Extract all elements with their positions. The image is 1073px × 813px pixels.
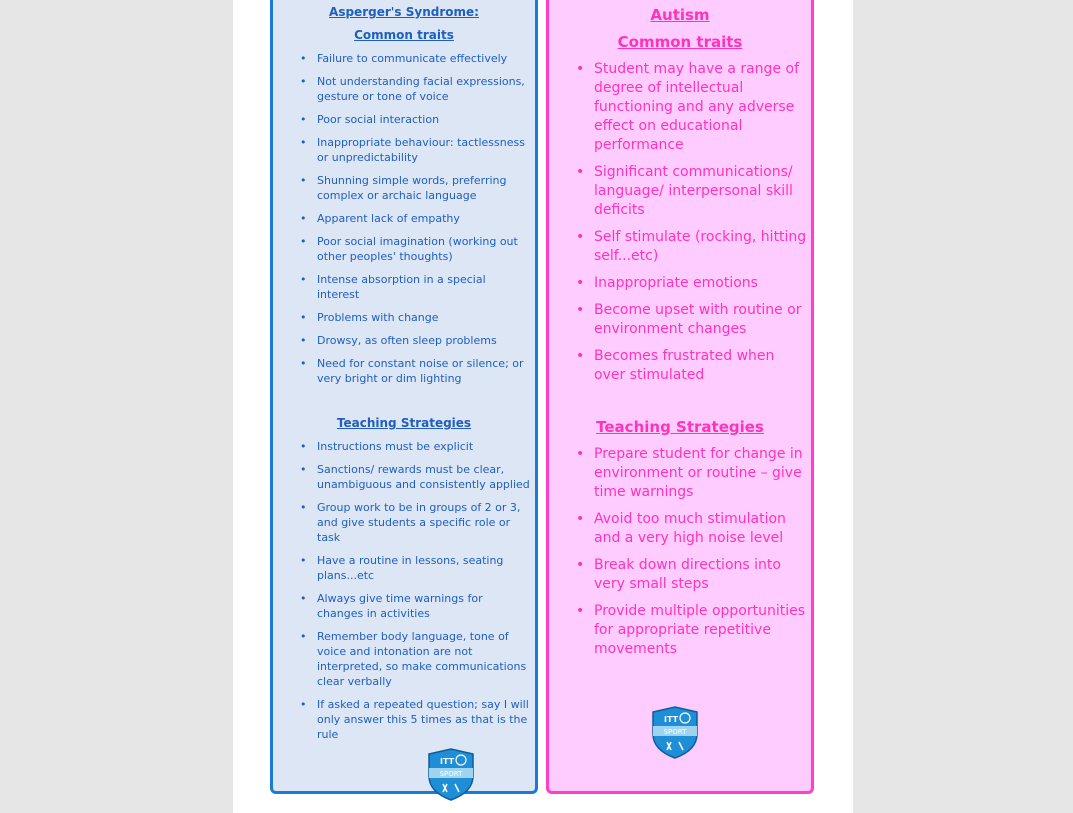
list-item: • Significant communications/ language/ interpersonal skill deficits [594,163,808,220]
document-page [233,0,853,813]
asperger-traits-heading: Common traits [354,28,454,42]
svg-text:SPORT: SPORT [663,728,687,736]
asperger-traits-list [317,51,531,394]
svg-text:ITT: ITT [440,757,455,766]
list-item: • Drowsy, as often sleep problems [317,333,531,348]
itt-sport-logo-icon [423,746,479,802]
list-item: • Inappropriate emotions [594,274,808,293]
list-item: • Break down directions into very small steps [594,556,808,594]
list-item: • Have a routine in lessons, seating plans...etc [317,553,531,583]
list-item: • Become upset with routine or environment changes [594,301,808,339]
list-item: • Poor social imagination (working out other peoples' thoughts) [317,234,531,264]
list-item: • Group work to be in groups of 2 or 3, and give students a specific role or task [317,500,531,545]
list-item: • Failure to communicate effectively [317,51,531,66]
list-item: • Instructions must be explicit [317,439,531,454]
asperger-panel [270,0,538,794]
asperger-strategies-heading: Teaching Strategies [336,416,472,430]
autism-panel [546,0,814,794]
list-item: • Poor social interaction [317,112,531,127]
autism-strategies-heading: Teaching Strategies [596,418,764,436]
list-item: • Sanctions/ rewards must be clear, unambiguous and consistently applied [317,462,531,492]
list-item: • Avoid too much stimulation and a very high noise level [594,510,808,548]
list-item: • Need for constant noise or silence; or very bright or dim lighting [317,356,531,386]
list-item: • Provide multiple opportunities for appropriate repetitive movements [594,602,808,659]
list-item: • Shunning simple words, preferring complex or archaic language [317,173,531,203]
list-item: • Apparent lack of empathy [317,211,531,226]
list-item: • Problems with change [317,310,531,325]
svg-text:SPORT: SPORT [439,770,463,778]
list-item: • Prepare student for change in environment or routine – give time warnings [594,445,808,502]
list-item: • Becomes frustrated when over stimulated [594,347,808,385]
asperger-strategies-list [317,439,531,750]
list-item: • Intense absorption in a special interest [317,272,531,302]
list-item: • Student may have a range of degree of intellectual functioning and any adverse effect on educational performance [594,60,808,155]
itt-sport-logo-icon [647,704,703,760]
autism-traits-list [594,60,808,393]
svg-text:ITT: ITT [664,715,679,724]
list-item: • Remember body language, tone of voice and intonation are not interpreted, so make communications clear verbally [317,629,531,689]
list-item: • If asked a repeated question; say I will only answer this 5 times as that is the rule [317,697,531,742]
autism-traits-heading: Common traits [617,33,743,51]
asperger-title: Asperger's Syndrome: [329,5,479,19]
list-item: • Always give time warnings for changes in activities [317,591,531,621]
list-item: • Not understanding facial expressions, gesture or tone of voice [317,74,531,104]
list-item: • Self stimulate (rocking, hitting self...etc) [594,228,808,266]
list-item: • Inappropriate behaviour: tactlessness or unpredictability [317,135,531,165]
autism-strategies-list [594,445,808,667]
autism-title: Autism [650,6,710,24]
